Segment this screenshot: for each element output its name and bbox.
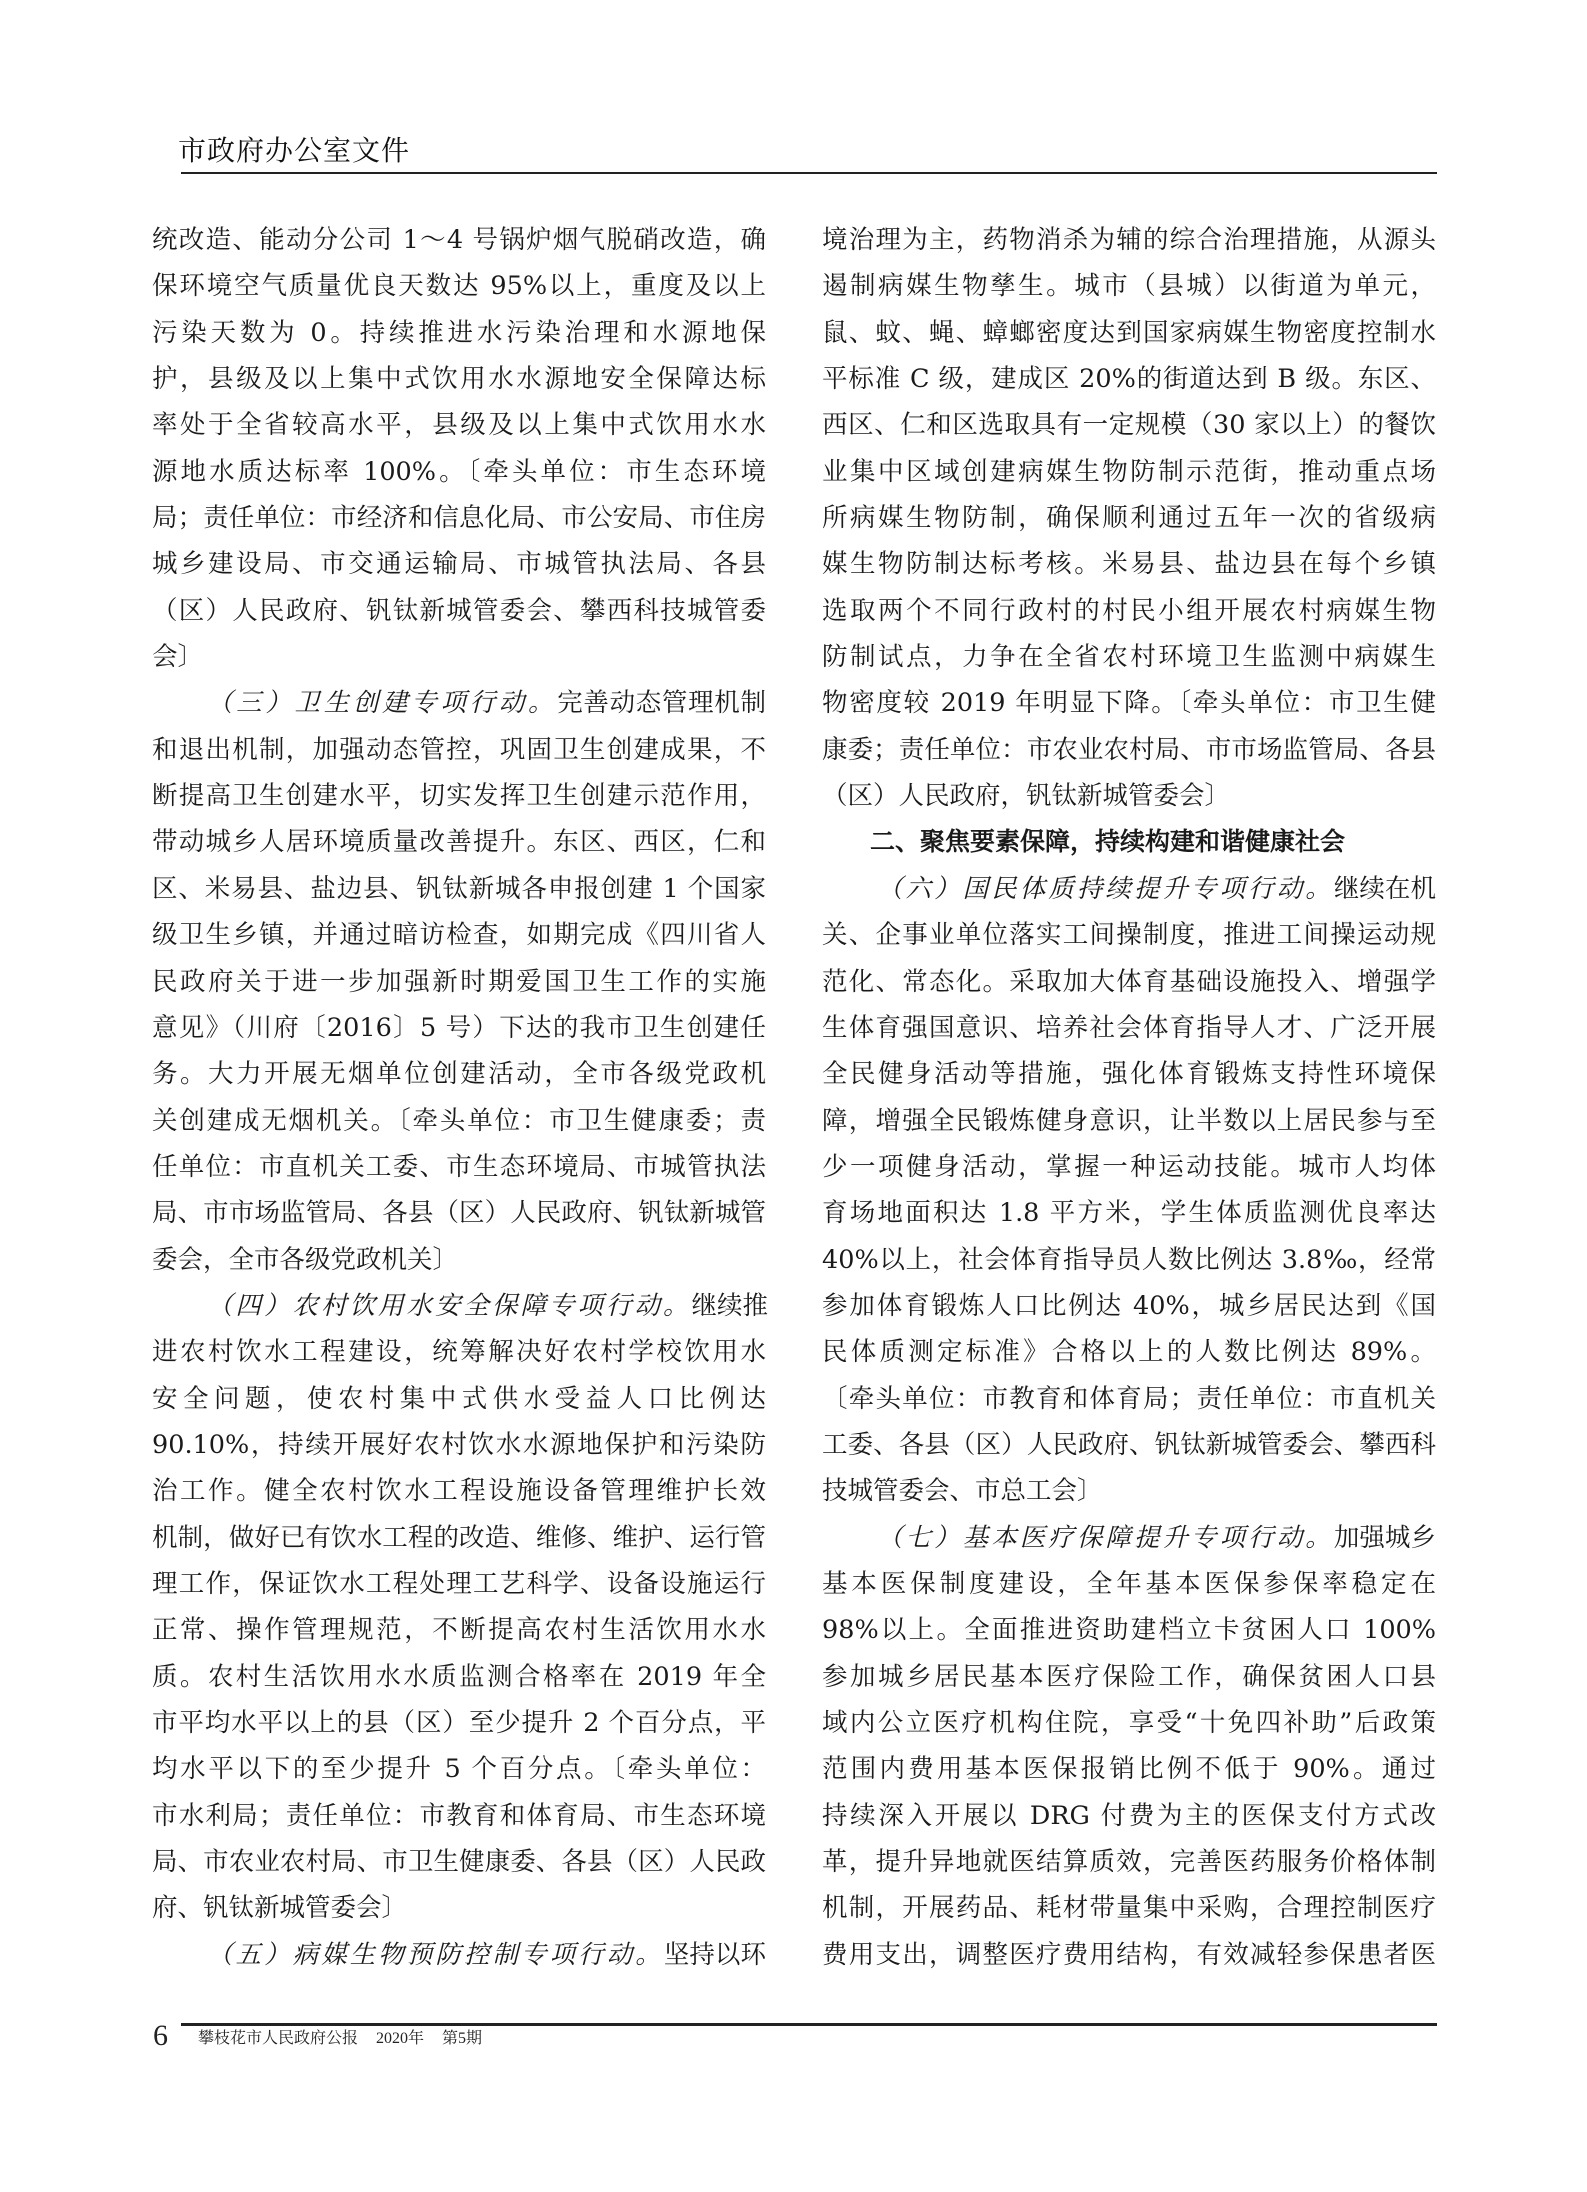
page-number: 6 (153, 2019, 168, 2052)
section-heading: 二、聚焦要素保障，持续构建和谐健康社会 (870, 827, 1346, 857)
text-line: 级卫生乡镇，并通过暗访检查，如期完成《四川省人 (152, 920, 766, 951)
text-line: 业集中区域创建病媒生物防制示范街，推动重点场 (822, 456, 1436, 487)
text-line (822, 1515, 1436, 1561)
text-line: 域内公立医疗机构住院，享受“十免四补助”后政策 (822, 1708, 1436, 1738)
text-line: 保环境空气质量优良天数达 95%以上，重度及以上 (152, 271, 766, 302)
text-line: 全民健身活动等措施，强化体育锻炼支持性环境保 (822, 1059, 1436, 1090)
text-line: 局、市市场监管局、各县（区）人民政府、钒钛新城管 (152, 1198, 766, 1229)
text-line: 革，提升异地就医结算质效，完善医药服务价格体制 (822, 1847, 1436, 1878)
line-text: 完善动态管理机制 (557, 688, 766, 719)
text-line: 康委；责任单位：市农业农村局、市市场监管局、各县 (822, 734, 1436, 765)
text-line: 参加体育锻炼人口比例达 40%，城乡居民达到《国 (822, 1290, 1436, 1321)
text-line: 民政府关于进一步加强新时期爱国卫生工作的实施 (152, 966, 766, 997)
subsection-title: （四）农村饮用水安全保障专项行动。 (207, 1290, 692, 1321)
text-line: 技城管委会、市总工会〕 (822, 1476, 1103, 1507)
text-line: 所病媒生物防制，确保顺利通过五年一次的省级病 (822, 503, 1436, 534)
subsection-title: （三）卫生创建专项行动。 (207, 688, 558, 719)
footer-publication-name: 攀枝花市人民政府公报 (198, 2030, 359, 2047)
footer-publication-info (198, 2028, 496, 2050)
text-line: 护，县级及以上集中式饮用水水源地安全保障达标 (152, 364, 766, 395)
text-line: 关、企事业单位落实工间操制度，推进工间操运动规 (822, 920, 1436, 951)
text-line: 治工作。健全农村饮水工程设施设备管理维护长效 (152, 1476, 766, 1507)
text-line: 污染天数为 0。持续推进水污染治理和水源地保 (152, 317, 766, 348)
text-line: 带动城乡人居环境质量改善提升。东区、西区，仁和 (152, 827, 766, 858)
subsection-title: （七）基本医疗保障提升专项行动。 (877, 1522, 1334, 1553)
text-line: 市平均水平以上的县（区）至少提升 2 个百分点，平 (152, 1708, 766, 1738)
text-line: 意见》（川府〔2016〕5 号）下达的我市卫生创建任 (152, 1012, 766, 1043)
text-line: 均水平以下的至少提升 5 个百分点。〔牵头单位： (152, 1754, 766, 1785)
text-line: 选取两个不同行政村的村民小组开展农村病媒生物 (822, 595, 1436, 626)
text-line: 少一项健身活动，掌握一种运动技能。城市人均体 (822, 1151, 1436, 1182)
text-line: 局；责任单位：市经济和信息化局、市公安局、市住房 (152, 503, 766, 534)
footer-year: 2020年 (376, 2030, 425, 2047)
text-line: 城乡建设局、市交通运输局、市城管执法局、各县 (152, 549, 766, 580)
subsection-title: （五）病媒生物预防控制专项行动。 (207, 1939, 664, 1970)
footer-rule (181, 2023, 1437, 2026)
text-line: 理工作，保证饮水工程处理工艺科学、设备设施运行 (152, 1568, 766, 1599)
text-line: 会〕 (152, 642, 204, 673)
text-line: 遏制病媒生物孳生。城市（县城）以街道为单元， (822, 271, 1436, 302)
footer-issue: 第5期 (442, 2030, 483, 2047)
line-text: 坚持以环 (663, 1939, 766, 1970)
line-text: 加强城乡 (1333, 1522, 1436, 1553)
text-line: 区、米易县、盐边县、钒钛新城各申报创建 1 个国家 (152, 873, 766, 904)
text-line: 90.10%，持续开展好农村饮水水源地保护和污染防 (152, 1429, 766, 1460)
right-column (822, 217, 1436, 1978)
text-line: 西区、仁和区选取具有一定规模（30 家以上）的餐饮 (822, 410, 1436, 441)
text-line: 育场地面积达 1.8 平方米，学生体质监测优良率达 (822, 1198, 1436, 1229)
text-line (822, 866, 1436, 912)
text-line: 机制，做好已有饮水工程的改造、维修、维护、运行管 (152, 1522, 766, 1553)
line-text: 继续在机 (1333, 873, 1436, 904)
text-line: 市水利局；责任单位：市教育和体育局、市生态环境 (152, 1800, 766, 1831)
text-line: 任单位：市直机关工委、市生态环境局、市城管执法 (152, 1151, 766, 1182)
text-line: 媒生物防制达标考核。米易县、盐边县在每个乡镇 (822, 549, 1436, 580)
text-line: 物密度较 2019 年明显下降。〔牵头单位：市卫生健 (822, 688, 1436, 719)
text-line: 〔牵头单位：市教育和体育局；责任单位：市直机关 (822, 1383, 1436, 1414)
text-line: 率处于全省较高水平，县级及以上集中式饮用水水 (152, 410, 766, 441)
text-line: （区）人民政府，钒钛新城管委会〕 (822, 781, 1231, 812)
text-line: 统改造、能动分公司 1～4 号锅炉烟气脱硝改造，确 (152, 225, 766, 255)
text-line: 府、钒钛新城管委会〕 (152, 1893, 408, 1924)
text-line (152, 680, 766, 726)
text-line: 局、市农业农村局、市卫生健康委、各县（区）人民政 (152, 1847, 766, 1878)
text-line: 境治理为主，药物消杀为辅的综合治理措施，从源头 (822, 225, 1436, 255)
text-line: 安全问题，使农村集中式供水受益人口比例达 (152, 1383, 766, 1414)
text-line: 关创建成无烟机关。〔牵头单位：市卫生健康委；责 (152, 1105, 766, 1136)
text-line: 基本医保制度建设，全年基本医保参保率稳定在 (822, 1568, 1436, 1599)
text-line: 防制试点，力争在全省农村环境卫生监测中病媒生 (822, 642, 1436, 673)
text-line: 范围内费用基本医保报销比例不低于 90%。通过 (822, 1754, 1436, 1785)
text-line: 工委、各县（区）人民政府、钒钛新城管委会、攀西科 (822, 1429, 1436, 1460)
text-line: 民体质测定标准》合格以上的人数比例达 89%。 (822, 1337, 1436, 1368)
text-line: 鼠、蚊、蝇、蟑螂密度达到国家病媒生物密度控制水 (822, 317, 1436, 348)
text-line: 和退出机制，加强动态管控，巩固卫生创建成果，不 (152, 734, 766, 765)
text-line: 进农村饮水工程建设，统筹解决好农村学校饮用水 (152, 1337, 766, 1368)
line-text: 继续推 (691, 1290, 769, 1321)
text-line: （区）人民政府、钒钛新城管委会、攀西科技城管委 (152, 595, 766, 626)
left-column (152, 217, 769, 1978)
text-line: 98%以上。全面推进资助建档立卡贫困人口 100% (822, 1615, 1436, 1646)
text-line (152, 1283, 769, 1329)
text-line: 持续深入开展以 DRG 付费为主的医保支付方式改 (822, 1800, 1436, 1831)
text-line: 务。大力开展无烟单位创建活动，全市各级党政机 (152, 1059, 766, 1090)
text-line: 质。农村生活饮用水水质监测合格率在 2019 年全 (152, 1661, 766, 1692)
text-line: 参加城乡居民基本医疗保险工作，确保贫困人口县 (822, 1661, 1436, 1692)
text-line: 委会，全市各级党政机关〕 (152, 1244, 459, 1275)
text-line: 平标准 C 级，建成区 20%的街道达到 B 级。东区、 (822, 364, 1436, 395)
text-line: 正常、操作管理规范，不断提高农村生活饮用水水 (152, 1615, 766, 1646)
text-line: 断提高卫生创建水平，切实发挥卫生创建示范作用， (152, 781, 766, 812)
text-line (152, 1932, 766, 1978)
text-line: 源地水质达标率 100%。〔牵头单位：市生态环境 (152, 456, 766, 487)
subsection-title: （六）国民体质持续提升专项行动。 (877, 873, 1334, 904)
header-rule (181, 172, 1437, 174)
text-line: 范化、常态化。采取加大体育基础设施投入、增强学 (822, 966, 1436, 997)
text-line: 40%以上，社会体育指导员人数比例达 3.8‰，经常 (822, 1244, 1436, 1275)
text-line: 机制，开展药品、耗材带量集中采购，合理控制医疗 (822, 1893, 1436, 1924)
text-line: 费用支出，调整医疗费用结构，有效减轻参保患者医 (822, 1939, 1436, 1970)
text-line: 障，增强全民锻炼健身意识，让半数以上居民参与至 (822, 1105, 1436, 1136)
running-head-title: 市政府办公室文件 (178, 134, 411, 167)
text-line: 生体育强国意识、培养社会体育指导人才、广泛开展 (822, 1012, 1436, 1043)
